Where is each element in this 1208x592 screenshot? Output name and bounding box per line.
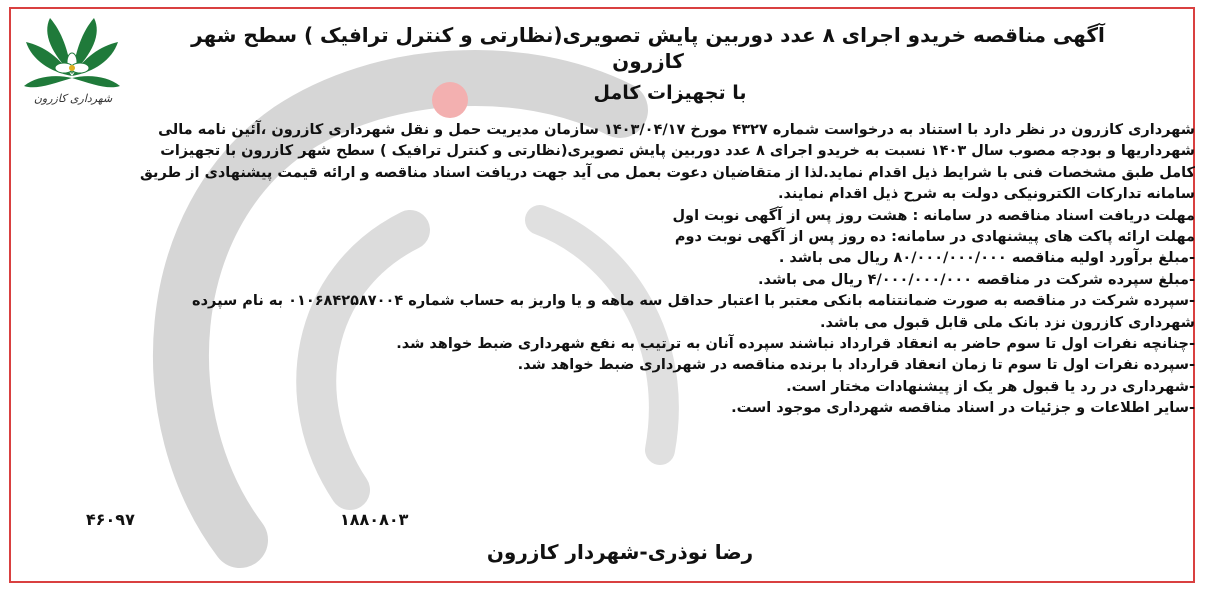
notice-title: آگهی مناقصه خریدو اجرای ۸ عدد دوربین پایش تصویری(نظارتی و کنترل ترافیک ) سطح شهر کازرون <box>191 23 1105 73</box>
intro-paragraph: شهرداری کازرون در نظر دارد با استناد به درخواست شماره ۴۳۲۷ مورخ ۱۴۰۳/۰۴/۱۷ سازمان مدیریت حمل و نقل شهرداری کازرون ،آئین نامه مالی شهرداریها و بودجه مصوب سال ۱۴۰۳ نسبت به خریدو اجرای ۸ عدد دوربین پایش تصویری(نظارتی و کنترل ترافیک ) سطح شهر کازرون با تجهیزات کامل طبق مشخصات فنی با شرایط ذیل اقدام نماید.لذا از متقاضیان دعوت بعمل می آید جهت دریافت اسناد مناقصه و ارائه قیمت پیشنهادی از طریق سامانه تدارکات الکترونیکی دولت به شرح ذیل اقدام نمایند. <box>139 122 1195 203</box>
condition-line: مهلت دریافت اسناد مناقصه در سامانه : هشت روز پس از آگهی نوبت اول <box>672 207 1195 224</box>
condition-line: -مبلغ سپرده شرکت در مناقصه ۴/۰۰۰/۰۰۰/۰۰۰ ریال می باشد. <box>758 271 1195 288</box>
condition-line: -مبلغ برآورد اولیه مناقصه ۸۰/۰۰۰/۰۰۰/۰۰۰ ریال می باشد . <box>778 250 1195 267</box>
ad-serial: ۱۸۸۰۸۰۳ <box>340 510 409 529</box>
municipality-logo <box>22 14 122 124</box>
signature: رضا نوذری-شهردار کازرون <box>486 540 754 564</box>
condition-line: -سایر اطلاعات و جزئیات در اسناد مناقصه شهرداری موجود است. <box>731 400 1195 417</box>
notice-body <box>125 120 1195 420</box>
condition-line: -شهرداری در رد یا قبول هر یک از پیشنهادات مختار است. <box>786 378 1195 395</box>
ad-code: ۴۶۰۹۷ <box>86 510 135 529</box>
condition-line: -چنانچه نفرات اول تا سوم حاضر به انعقاد قرارداد نباشند سپرده آنان به ترتیب به نفع شهرداری ضبط خواهد شد. <box>396 336 1195 353</box>
notice-subtitle: با تجهیزات کامل <box>593 82 747 104</box>
condition-line: -سپرده نفرات اول تا سوم تا زمان انعقاد قرارداد با برنده مناقصه در شهرداری ضبط خواهد شد. <box>517 357 1195 374</box>
condition-line: مهلت ارائه پاکت های پیشنهادی در سامانه: ده روز پس از آگهی نوبت دوم <box>674 229 1195 246</box>
condition-line: -سپرده شرکت در مناقصه به صورت ضمانتنامه بانکی معتبر با اعتبار حداقل سه ماهه و یا واریز به حساب شماره ۰۱۰۶۸۴۲۵۸۷۰۰۴ به نام سپرده شهرداری کازرون نزد بانک ملی قابل قبول می باشد. <box>192 293 1195 331</box>
logo-caption: شهرداری کازرون <box>33 92 113 105</box>
